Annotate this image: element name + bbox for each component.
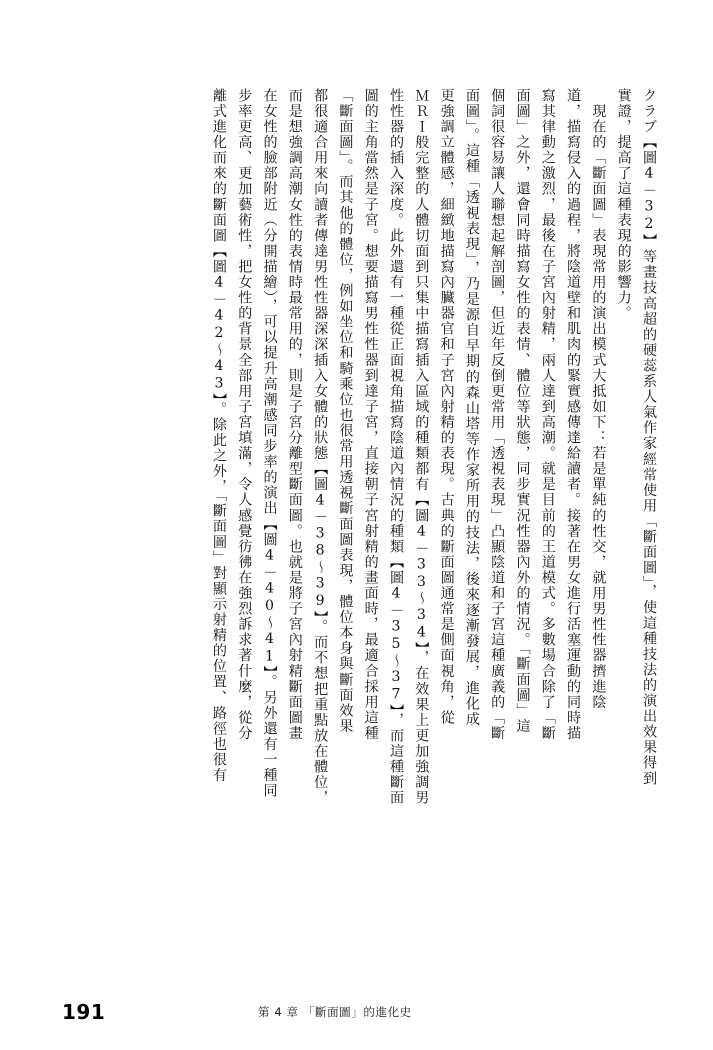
text-column: 都很適合用來向讀者傳達男性性器深深插入女體的狀態【圖4－38～39】。而不想把重點放在體位， xyxy=(312,88,329,806)
page-number: 191 xyxy=(62,1000,106,1024)
text-column: クラブ【圖4－32】等畫技高超的硬蕊系人氣作家經常使用「斷面圖」，使這種技法的演出效果得到 xyxy=(641,88,657,787)
text-column: 而是想強調高潮女性的表情時最常用的，則是子宮分離型斷面圖。也就是將子宮內射精斷面圖畫 xyxy=(286,88,303,742)
text-column: 更強調立體感，細緻地描寫內臟器官和子宮內射精的表現。古典的斷面圖通常是側面視角，從 xyxy=(438,88,455,726)
chapter-title: 第 4 章 「斷面圖」的進化史 xyxy=(258,1005,412,1019)
text-column: 圖的主角當然是子宮。想要描寫男性性器到達子宮，直接朝子宮射精的畫面時，最適合採用這種 xyxy=(362,88,379,742)
text-column: ＭＲＩ般完整的人體切面到只集中描寫插入區域的種類都有【圖4－33～34】，在效果上更加強調男 xyxy=(413,88,430,806)
text-column: 離式進化而來的斷面圖【圖4－42～43】。除此之外，「斷面圖」對顯示射精的位置、路徑也很有 xyxy=(210,88,227,784)
text-column: 面圖」。這種「透視表現」，乃是源自早期的森山塔等作家所用的技法，後來逐漸發展，進化成 xyxy=(463,88,480,727)
text-column: 個詞很容易讓人聯想起解剖圖，但近年反倒更常用「透視表現」凸顯陰道和子宮這種廣義的「斷 xyxy=(489,88,506,742)
text-column: 現在的「斷面圖」表現常用的演出模式大抵如下：若是單純的性交，就用男性性器擠進陰 xyxy=(590,88,607,710)
text-column: 面圖」之外，還會同時描寫女性的表情、體位等狀態，同步實況性器內外的情況。「斷面圖」這 xyxy=(514,88,531,735)
text-column: 寫其律動之激烈，最後在子宮內射精，兩人達到高潮。就是目前的王道模式。多數場合除了「斷 xyxy=(539,88,556,742)
text-column: 「斷面圖」。而其他的體位，例如坐位和騎乘位也很常用透視斷面圖表現，體位本身與斷面效果 xyxy=(337,88,354,735)
page-footer xyxy=(0,994,713,1024)
text-column: 性性器的插入深度。此外還有一種從正面視角描寫陰道內情況的種類【圖4－35～37】，而這種斷面 xyxy=(388,88,405,806)
text-column: 步率更高、更加藝術性，把女性的背景全部用子宮填滿，令人感覺彷彿在強烈訴求著什麼，從分 xyxy=(236,88,253,742)
text-column: 道，描寫侵入的過程，將陰道壁和肌肉的緊實感傳達給讀者。接著在男女進行活塞運動的同時描 xyxy=(565,88,582,742)
vertical-text-body xyxy=(58,88,661,918)
text-column: 實證，提高了這種表現的影響力。 xyxy=(615,88,632,322)
text-column: 在女性的臉部附近（分開描繪），可以提升高潮感同步率的演出【圖4－40～41】。另外還有一種同 xyxy=(261,88,278,799)
